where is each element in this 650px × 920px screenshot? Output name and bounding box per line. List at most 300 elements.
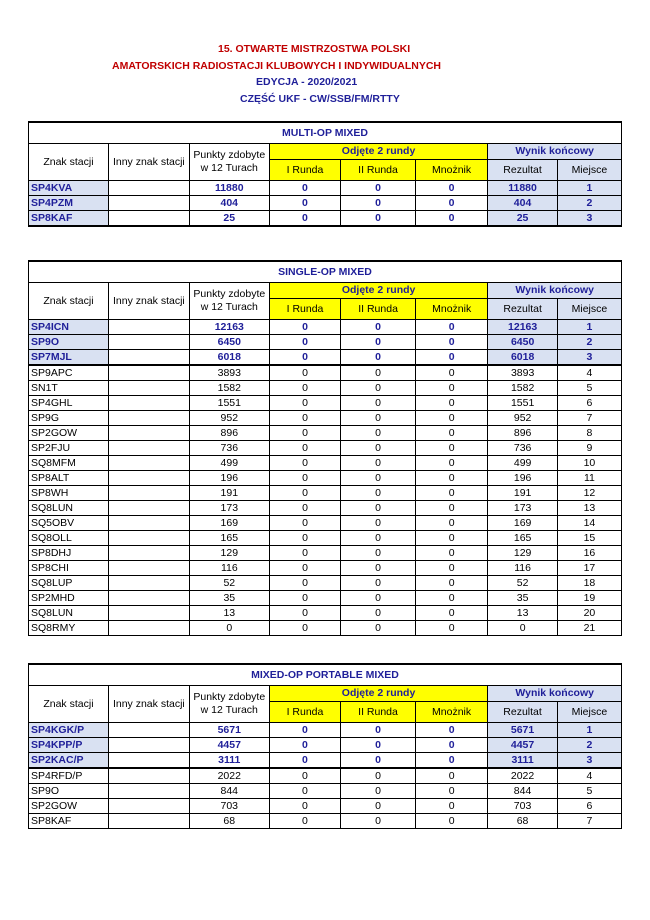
cell-round-2: 0: [341, 411, 416, 426]
table-row: [29, 799, 622, 814]
col-wynik-koncowy: Wynik końcowy: [488, 283, 622, 299]
cell-round-2: 0: [341, 576, 416, 591]
cell-round-2: 0: [341, 381, 416, 396]
cell-other-callsign: [108, 814, 189, 829]
cell-multiplier: 0: [415, 784, 488, 799]
cell-place: 6: [557, 799, 621, 814]
cell-other-callsign: [108, 441, 189, 456]
cell-round-1: 0: [269, 723, 340, 738]
col-ii-runda: II Runda: [341, 160, 416, 181]
table-row: [29, 426, 622, 441]
cell-multiplier: 0: [415, 546, 488, 561]
cell-points: 11880: [189, 181, 269, 196]
col-punkty: Punkty zdobyte w 12 Turach: [189, 283, 269, 320]
cell-points: 3111: [189, 753, 269, 769]
cell-points: 3893: [189, 365, 269, 381]
cell-points: 52: [189, 576, 269, 591]
cell-round-1: 0: [269, 320, 340, 335]
cell-callsign: SP4PZM: [29, 196, 109, 211]
cell-callsign: SP2GOW: [29, 426, 109, 441]
cell-round-1: 0: [269, 441, 340, 456]
table-row: [29, 621, 622, 636]
cell-round-1: 0: [269, 768, 340, 784]
cell-points: 68: [189, 814, 269, 829]
cell-points: 2022: [189, 768, 269, 784]
cell-multiplier: 0: [415, 381, 488, 396]
table-row: [29, 350, 622, 366]
cell-place: 1: [557, 723, 621, 738]
cell-callsign: SP9APC: [29, 365, 109, 381]
cell-round-1: 0: [269, 486, 340, 501]
cell-callsign: SQ8LUP: [29, 576, 109, 591]
cell-other-callsign: [108, 784, 189, 799]
cell-round-2: 0: [341, 335, 416, 350]
table-row: [29, 196, 622, 211]
cell-multiplier: 0: [415, 211, 488, 227]
cell-points: 116: [189, 561, 269, 576]
cell-points: 13: [189, 606, 269, 621]
cell-round-2: 0: [341, 738, 416, 753]
cell-callsign: SP9G: [29, 411, 109, 426]
cell-callsign: SQ8LUN: [29, 501, 109, 516]
cell-other-callsign: [108, 181, 189, 196]
cell-round-1: 0: [269, 211, 340, 227]
cell-callsign: SP8KAF: [29, 211, 109, 227]
cell-round-1: 0: [269, 426, 340, 441]
cell-result: 191: [488, 486, 557, 501]
cell-other-callsign: [108, 426, 189, 441]
cell-multiplier: 0: [415, 335, 488, 350]
cell-callsign: SP2GOW: [29, 799, 109, 814]
col-inny-znak: Inny znak stacji: [108, 686, 189, 723]
cell-multiplier: 0: [415, 396, 488, 411]
cell-callsign: SP4KPP/P: [29, 738, 109, 753]
cell-round-2: 0: [341, 531, 416, 546]
cell-multiplier: 0: [415, 753, 488, 769]
cell-other-callsign: [108, 320, 189, 335]
cell-round-2: 0: [341, 211, 416, 227]
cell-multiplier: 0: [415, 456, 488, 471]
cell-place: 21: [557, 621, 621, 636]
section-single-op: [28, 260, 622, 636]
cell-callsign: SP4RFD/P: [29, 768, 109, 784]
cell-round-2: 0: [341, 365, 416, 381]
col-punkty: Punkty zdobyte w 12 Turach: [189, 686, 269, 723]
table-row: [29, 335, 622, 350]
cell-multiplier: 0: [415, 411, 488, 426]
header-line-4: CZĘŚĆ UKF - CW/SSB/FM/RTTY: [240, 93, 400, 105]
table-row: [29, 486, 622, 501]
cell-result: 25: [488, 211, 557, 227]
cell-place: 3: [557, 211, 621, 227]
cell-result: 896: [488, 426, 557, 441]
table-row: [29, 381, 622, 396]
cell-round-1: 0: [269, 335, 340, 350]
cell-place: 2: [557, 738, 621, 753]
cell-points: 1551: [189, 396, 269, 411]
table-row: [29, 181, 622, 196]
cell-round-1: 0: [269, 181, 340, 196]
cell-multiplier: 0: [415, 606, 488, 621]
col-ii-runda: II Runda: [341, 702, 416, 723]
cell-callsign: SQ8RMY: [29, 621, 109, 636]
cell-round-1: 0: [269, 561, 340, 576]
cell-multiplier: 0: [415, 576, 488, 591]
cell-multiplier: 0: [415, 591, 488, 606]
cell-round-1: 0: [269, 501, 340, 516]
table-row: [29, 411, 622, 426]
col-wynik-koncowy: Wynik końcowy: [488, 686, 622, 702]
header-line-1: 15. OTWARTE MISTRZOSTWA POLSKI: [218, 43, 411, 55]
cell-points: 6450: [189, 335, 269, 350]
cell-place: 4: [557, 768, 621, 784]
cell-round-1: 0: [269, 396, 340, 411]
cell-result: 169: [488, 516, 557, 531]
cell-round-2: 0: [341, 196, 416, 211]
cell-other-callsign: [108, 396, 189, 411]
cell-result: 703: [488, 799, 557, 814]
cell-other-callsign: [108, 211, 189, 227]
cell-callsign: SP8ALT: [29, 471, 109, 486]
cell-result: 35: [488, 591, 557, 606]
cell-callsign: SP2MHD: [29, 591, 109, 606]
table-row: [29, 738, 622, 753]
cell-round-1: 0: [269, 738, 340, 753]
col-odjete-2-rundy: Odjęte 2 rundy: [269, 144, 488, 160]
col-mnoznik: Mnożnik: [415, 702, 488, 723]
cell-points: 1582: [189, 381, 269, 396]
cell-callsign: SQ5OBV: [29, 516, 109, 531]
cell-points: 4457: [189, 738, 269, 753]
cell-other-callsign: [108, 456, 189, 471]
cell-round-2: 0: [341, 621, 416, 636]
table-row: [29, 753, 622, 769]
cell-points: 191: [189, 486, 269, 501]
cell-result: 952: [488, 411, 557, 426]
cell-result: 11880: [488, 181, 557, 196]
col-znak-stacji: Znak stacji: [29, 686, 109, 723]
cell-round-1: 0: [269, 516, 340, 531]
cell-points: 165: [189, 531, 269, 546]
cell-place: 7: [557, 814, 621, 829]
cell-other-callsign: [108, 753, 189, 769]
cell-multiplier: 0: [415, 441, 488, 456]
cell-round-2: 0: [341, 501, 416, 516]
cell-place: 11: [557, 471, 621, 486]
cell-multiplier: 0: [415, 486, 488, 501]
cell-points: 896: [189, 426, 269, 441]
cell-round-2: 0: [341, 181, 416, 196]
cell-place: 18: [557, 576, 621, 591]
header-line-3: EDYCJA - 2020/2021: [256, 76, 358, 88]
cell-round-1: 0: [269, 591, 340, 606]
cell-other-callsign: [108, 561, 189, 576]
col-rezultat: Rezultat: [488, 702, 557, 723]
cell-place: 7: [557, 411, 621, 426]
cell-other-callsign: [108, 365, 189, 381]
col-i-runda: I Runda: [269, 702, 340, 723]
col-i-runda: I Runda: [269, 299, 340, 320]
cell-multiplier: 0: [415, 181, 488, 196]
table-row: [29, 441, 622, 456]
col-i-runda: I Runda: [269, 160, 340, 181]
cell-result: 0: [488, 621, 557, 636]
cell-result: 3893: [488, 365, 557, 381]
cell-round-1: 0: [269, 531, 340, 546]
cell-points: 129: [189, 546, 269, 561]
cell-multiplier: 0: [415, 350, 488, 366]
cell-round-2: 0: [341, 799, 416, 814]
cell-multiplier: 0: [415, 621, 488, 636]
cell-round-1: 0: [269, 471, 340, 486]
cell-place: 6: [557, 396, 621, 411]
cell-result: 1582: [488, 381, 557, 396]
cell-callsign: SP8DHJ: [29, 546, 109, 561]
cell-round-2: 0: [341, 456, 416, 471]
cell-callsign: SP2KAC/P: [29, 753, 109, 769]
cell-other-callsign: [108, 591, 189, 606]
cell-place: 16: [557, 546, 621, 561]
cell-multiplier: 0: [415, 799, 488, 814]
cell-points: 736: [189, 441, 269, 456]
cell-result: 404: [488, 196, 557, 211]
section-title-row: [29, 122, 622, 144]
table-row: [29, 365, 622, 381]
cell-other-callsign: [108, 381, 189, 396]
cell-round-1: 0: [269, 621, 340, 636]
cell-points: 499: [189, 456, 269, 471]
col-odjete-2-rundy: Odjęte 2 rundy: [269, 283, 488, 299]
cell-result: 5671: [488, 723, 557, 738]
cell-multiplier: 0: [415, 768, 488, 784]
cell-other-callsign: [108, 471, 189, 486]
cell-points: 844: [189, 784, 269, 799]
cell-result: 165: [488, 531, 557, 546]
column-header-row: [29, 283, 622, 299]
cell-result: 13: [488, 606, 557, 621]
table-row: [29, 546, 622, 561]
cell-place: 17: [557, 561, 621, 576]
cell-points: 35: [189, 591, 269, 606]
cell-result: 499: [488, 456, 557, 471]
cell-round-2: 0: [341, 396, 416, 411]
cell-multiplier: 0: [415, 738, 488, 753]
cell-other-callsign: [108, 501, 189, 516]
col-ii-runda: II Runda: [341, 299, 416, 320]
cell-multiplier: 0: [415, 196, 488, 211]
cell-multiplier: 0: [415, 501, 488, 516]
section-title: MULTI-OP MIXED: [29, 122, 622, 144]
col-rezultat: Rezultat: [488, 160, 557, 181]
cell-round-2: 0: [341, 814, 416, 829]
section-title-row: [29, 664, 622, 686]
cell-other-callsign: [108, 486, 189, 501]
cell-callsign: SP9O: [29, 335, 109, 350]
cell-round-2: 0: [341, 516, 416, 531]
cell-result: 196: [488, 471, 557, 486]
cell-points: 703: [189, 799, 269, 814]
cell-round-2: 0: [341, 320, 416, 335]
cell-points: 5671: [189, 723, 269, 738]
section-title: SINGLE-OP MIXED: [29, 261, 622, 283]
table-row: [29, 211, 622, 227]
cell-round-2: 0: [341, 546, 416, 561]
table-row: [29, 320, 622, 335]
cell-other-callsign: [108, 335, 189, 350]
cell-other-callsign: [108, 606, 189, 621]
cell-result: 4457: [488, 738, 557, 753]
table-row: [29, 591, 622, 606]
cell-result: 3111: [488, 753, 557, 769]
cell-points: 25: [189, 211, 269, 227]
table-row: [29, 471, 622, 486]
cell-other-callsign: [108, 576, 189, 591]
table-row: [29, 576, 622, 591]
table-row: [29, 606, 622, 621]
cell-points: 404: [189, 196, 269, 211]
cell-callsign: SP7MJL: [29, 350, 109, 366]
cell-place: 3: [557, 753, 621, 769]
table-row: [29, 456, 622, 471]
cell-multiplier: 0: [415, 426, 488, 441]
cell-round-2: 0: [341, 426, 416, 441]
cell-round-2: 0: [341, 768, 416, 784]
col-punkty: Punkty zdobyte w 12 Turach: [189, 144, 269, 181]
cell-callsign: SQ8OLL: [29, 531, 109, 546]
cell-callsign: SQ8MFM: [29, 456, 109, 471]
cell-other-callsign: [108, 768, 189, 784]
cell-other-callsign: [108, 723, 189, 738]
cell-result: 12163: [488, 320, 557, 335]
cell-points: 952: [189, 411, 269, 426]
cell-place: 1: [557, 181, 621, 196]
cell-place: 15: [557, 531, 621, 546]
cell-place: 4: [557, 365, 621, 381]
cell-result: 844: [488, 784, 557, 799]
cell-round-2: 0: [341, 591, 416, 606]
cell-multiplier: 0: [415, 814, 488, 829]
table-row: [29, 396, 622, 411]
col-rezultat: Rezultat: [488, 299, 557, 320]
cell-place: 19: [557, 591, 621, 606]
cell-round-2: 0: [341, 561, 416, 576]
results-table: [28, 663, 622, 829]
cell-other-callsign: [108, 516, 189, 531]
col-odjete-2-rundy: Odjęte 2 rundy: [269, 686, 488, 702]
cell-round-1: 0: [269, 814, 340, 829]
column-header-row: [29, 686, 622, 702]
header-line-2: AMATORSKICH RADIOSTACJI KLUBOWYCH I INDYWIDUALNYCH: [112, 60, 441, 72]
section-multi-op: [28, 121, 622, 227]
table-row: [29, 814, 622, 829]
cell-multiplier: 0: [415, 531, 488, 546]
cell-round-1: 0: [269, 799, 340, 814]
cell-result: 1551: [488, 396, 557, 411]
cell-round-1: 0: [269, 196, 340, 211]
cell-place: 10: [557, 456, 621, 471]
cell-other-callsign: [108, 350, 189, 366]
cell-points: 6018: [189, 350, 269, 366]
cell-callsign: SP4KVA: [29, 181, 109, 196]
cell-place: 12: [557, 486, 621, 501]
cell-result: 736: [488, 441, 557, 456]
cell-callsign: SP8WH: [29, 486, 109, 501]
cell-result: 52: [488, 576, 557, 591]
cell-round-2: 0: [341, 486, 416, 501]
cell-multiplier: 0: [415, 365, 488, 381]
section-title-row: [29, 261, 622, 283]
cell-round-2: 0: [341, 350, 416, 366]
cell-multiplier: 0: [415, 723, 488, 738]
cell-place: 14: [557, 516, 621, 531]
cell-points: 173: [189, 501, 269, 516]
cell-place: 3: [557, 350, 621, 366]
cell-place: 1: [557, 320, 621, 335]
cell-place: 9: [557, 441, 621, 456]
column-header-row: [29, 144, 622, 160]
cell-result: 2022: [488, 768, 557, 784]
cell-result: 129: [488, 546, 557, 561]
cell-result: 116: [488, 561, 557, 576]
cell-round-2: 0: [341, 784, 416, 799]
cell-round-2: 0: [341, 753, 416, 769]
cell-round-1: 0: [269, 576, 340, 591]
col-inny-znak: Inny znak stacji: [108, 283, 189, 320]
cell-multiplier: 0: [415, 516, 488, 531]
cell-other-callsign: [108, 411, 189, 426]
cell-round-2: 0: [341, 441, 416, 456]
cell-place: 2: [557, 335, 621, 350]
section-mixed-op-portable: [28, 663, 622, 829]
cell-round-1: 0: [269, 350, 340, 366]
cell-round-1: 0: [269, 411, 340, 426]
cell-result: 6450: [488, 335, 557, 350]
cell-place: 20: [557, 606, 621, 621]
col-inny-znak: Inny znak stacji: [108, 144, 189, 181]
cell-other-callsign: [108, 196, 189, 211]
col-mnoznik: Mnożnik: [415, 160, 488, 181]
col-mnoznik: Mnożnik: [415, 299, 488, 320]
cell-points: 196: [189, 471, 269, 486]
cell-callsign: SP8CHI: [29, 561, 109, 576]
cell-other-callsign: [108, 546, 189, 561]
col-miejsce: Miejsce: [557, 702, 621, 723]
col-miejsce: Miejsce: [557, 160, 621, 181]
cell-round-1: 0: [269, 365, 340, 381]
cell-place: 2: [557, 196, 621, 211]
table-row: [29, 784, 622, 799]
cell-points: 0: [189, 621, 269, 636]
cell-points: 12163: [189, 320, 269, 335]
table-row: [29, 531, 622, 546]
results-table: [28, 121, 622, 227]
cell-round-1: 0: [269, 456, 340, 471]
table-row: [29, 723, 622, 738]
cell-callsign: SQ8LUN: [29, 606, 109, 621]
cell-callsign: SP2FJU: [29, 441, 109, 456]
cell-place: 13: [557, 501, 621, 516]
col-znak-stacji: Znak stacji: [29, 144, 109, 181]
section-title: MIXED-OP PORTABLE MIXED: [29, 664, 622, 686]
col-wynik-koncowy: Wynik końcowy: [488, 144, 622, 160]
cell-round-2: 0: [341, 471, 416, 486]
cell-multiplier: 0: [415, 471, 488, 486]
cell-other-callsign: [108, 531, 189, 546]
cell-round-1: 0: [269, 381, 340, 396]
cell-callsign: SN1T: [29, 381, 109, 396]
cell-result: 173: [488, 501, 557, 516]
cell-round-1: 0: [269, 606, 340, 621]
